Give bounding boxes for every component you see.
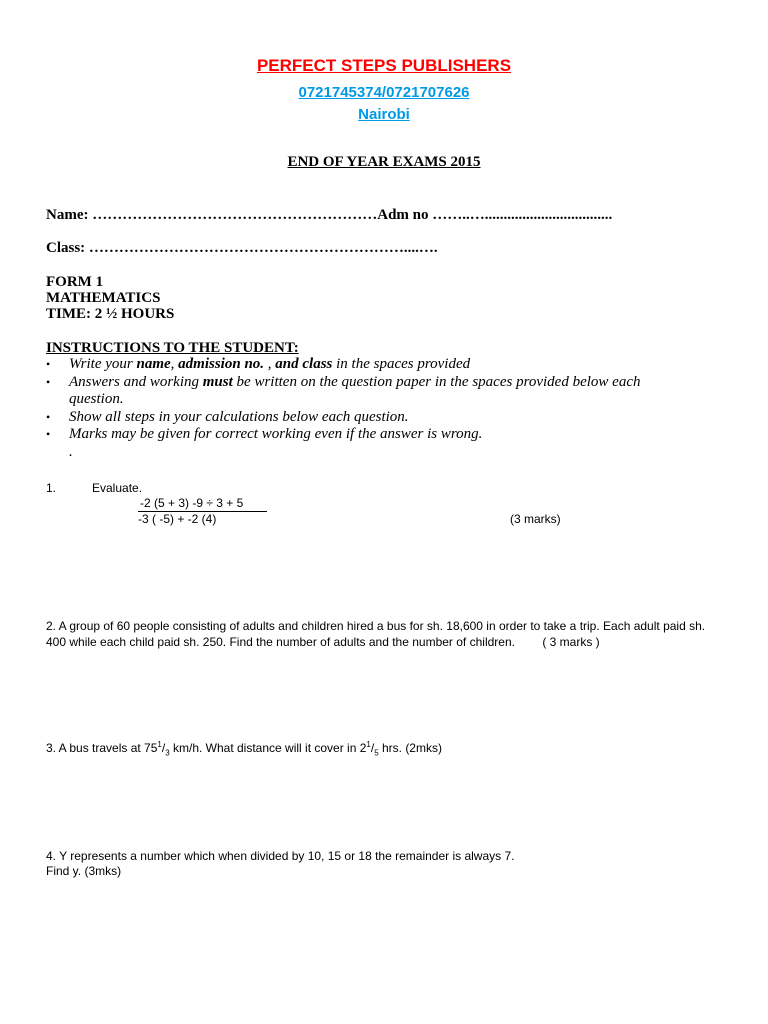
bullet-icon: • <box>46 409 51 424</box>
exam-duration: TIME: 2 ½ HOURS <box>46 306 175 322</box>
instruction-emphasis: must <box>202 373 233 390</box>
instruction-text: Answers and working <box>69 373 203 390</box>
instruction-text: , <box>170 356 179 372</box>
instruction-emphasis: name <box>136 356 171 372</box>
q1-number: 1. <box>46 481 57 495</box>
q4-line2: Find y. (3mks) <box>46 864 122 878</box>
instruction-item <box>46 374 686 409</box>
instruction-text: in the spaces provided <box>332 356 471 372</box>
q1-numerator: -2 (5 + 3) -9 ÷ 3 + 5 <box>140 496 244 510</box>
publisher-name: PERFECT STEPS PUBLISHERS <box>256 56 512 75</box>
q3-fraction-denominator: 5 <box>374 748 379 758</box>
q3-fraction-numerator: 1 <box>157 740 162 749</box>
q1-marks: (3 marks) <box>510 512 561 526</box>
instruction-text: Marks may be given for correct working even if the answer is wrong. <box>69 426 483 442</box>
q3-part: hrs. (2mks) <box>378 741 442 755</box>
name-field <box>46 207 612 224</box>
instruction-text: be written on the question paper in the spaces provided below each question. <box>69 373 641 407</box>
instruction-item <box>46 356 686 374</box>
q2-text <box>46 618 726 650</box>
instruction-emphasis: admission no. <box>178 356 268 372</box>
publisher-phone: 0721745374/0721707626 <box>298 84 470 101</box>
class-field <box>46 240 438 257</box>
q4-line1: 4. Y represents a number which when divided by 10, 15 or 18 the remainder is always 7. <box>46 849 515 863</box>
instruction-emphasis: and class <box>275 356 333 372</box>
q2-marks: ( 3 marks ) <box>542 635 600 649</box>
q3-fraction-numerator: 1 <box>366 740 371 749</box>
publisher-city: Nairobi <box>358 106 410 123</box>
q3-text <box>46 740 442 758</box>
instruction-item <box>46 426 686 444</box>
instructions-list <box>46 356 686 461</box>
exam-title: END OF YEAR EXAMS 2015 <box>287 154 481 170</box>
trailing-dot: . <box>69 443 73 460</box>
instruction-trailing-dot <box>46 444 686 462</box>
bullet-icon: • <box>46 357 51 371</box>
q1-prompt: Evaluate. <box>92 481 143 495</box>
instruction-text: Show all steps in your calculations below each question. <box>69 408 409 425</box>
q3-part: 3. A bus travels at 75 <box>46 741 158 755</box>
q3-fraction-denominator: 3 <box>165 748 170 758</box>
instructions-heading: INSTRUCTIONS TO THE STUDENT: <box>46 340 299 356</box>
instruction-text: , <box>267 356 276 372</box>
name-blank: ………………………………………………… <box>92 207 378 223</box>
bullet-icon: • <box>46 374 51 389</box>
instruction-text: Write your <box>69 356 137 372</box>
class-blank: ………………………………………………………....…. <box>88 240 438 256</box>
form-level: FORM 1 <box>46 274 104 290</box>
q3-fraction-slash: / <box>370 741 375 755</box>
adm-label: Adm no <box>377 207 429 223</box>
q3-part: km/h. What distance will it cover in 2 <box>169 741 367 755</box>
bullet-icon: • <box>46 427 51 441</box>
q3-fraction-slash: / <box>161 741 166 755</box>
name-label: Name: <box>46 207 89 223</box>
adm-blank: ……..….................................. <box>432 207 613 223</box>
instruction-item <box>46 409 686 427</box>
subject: MATHEMATICS <box>46 290 161 306</box>
class-label: Class: <box>46 240 86 256</box>
q1-denominator: -3 ( -5) + -2 (4) <box>138 512 217 526</box>
q2-body: 2. A group of 60 people consisting of adults and children hired a bus for sh. 18,600 in order to take a trip. Each adult paid sh. 400 while each child paid sh. 250. Find the number of adults and the number of children. <box>46 619 706 649</box>
